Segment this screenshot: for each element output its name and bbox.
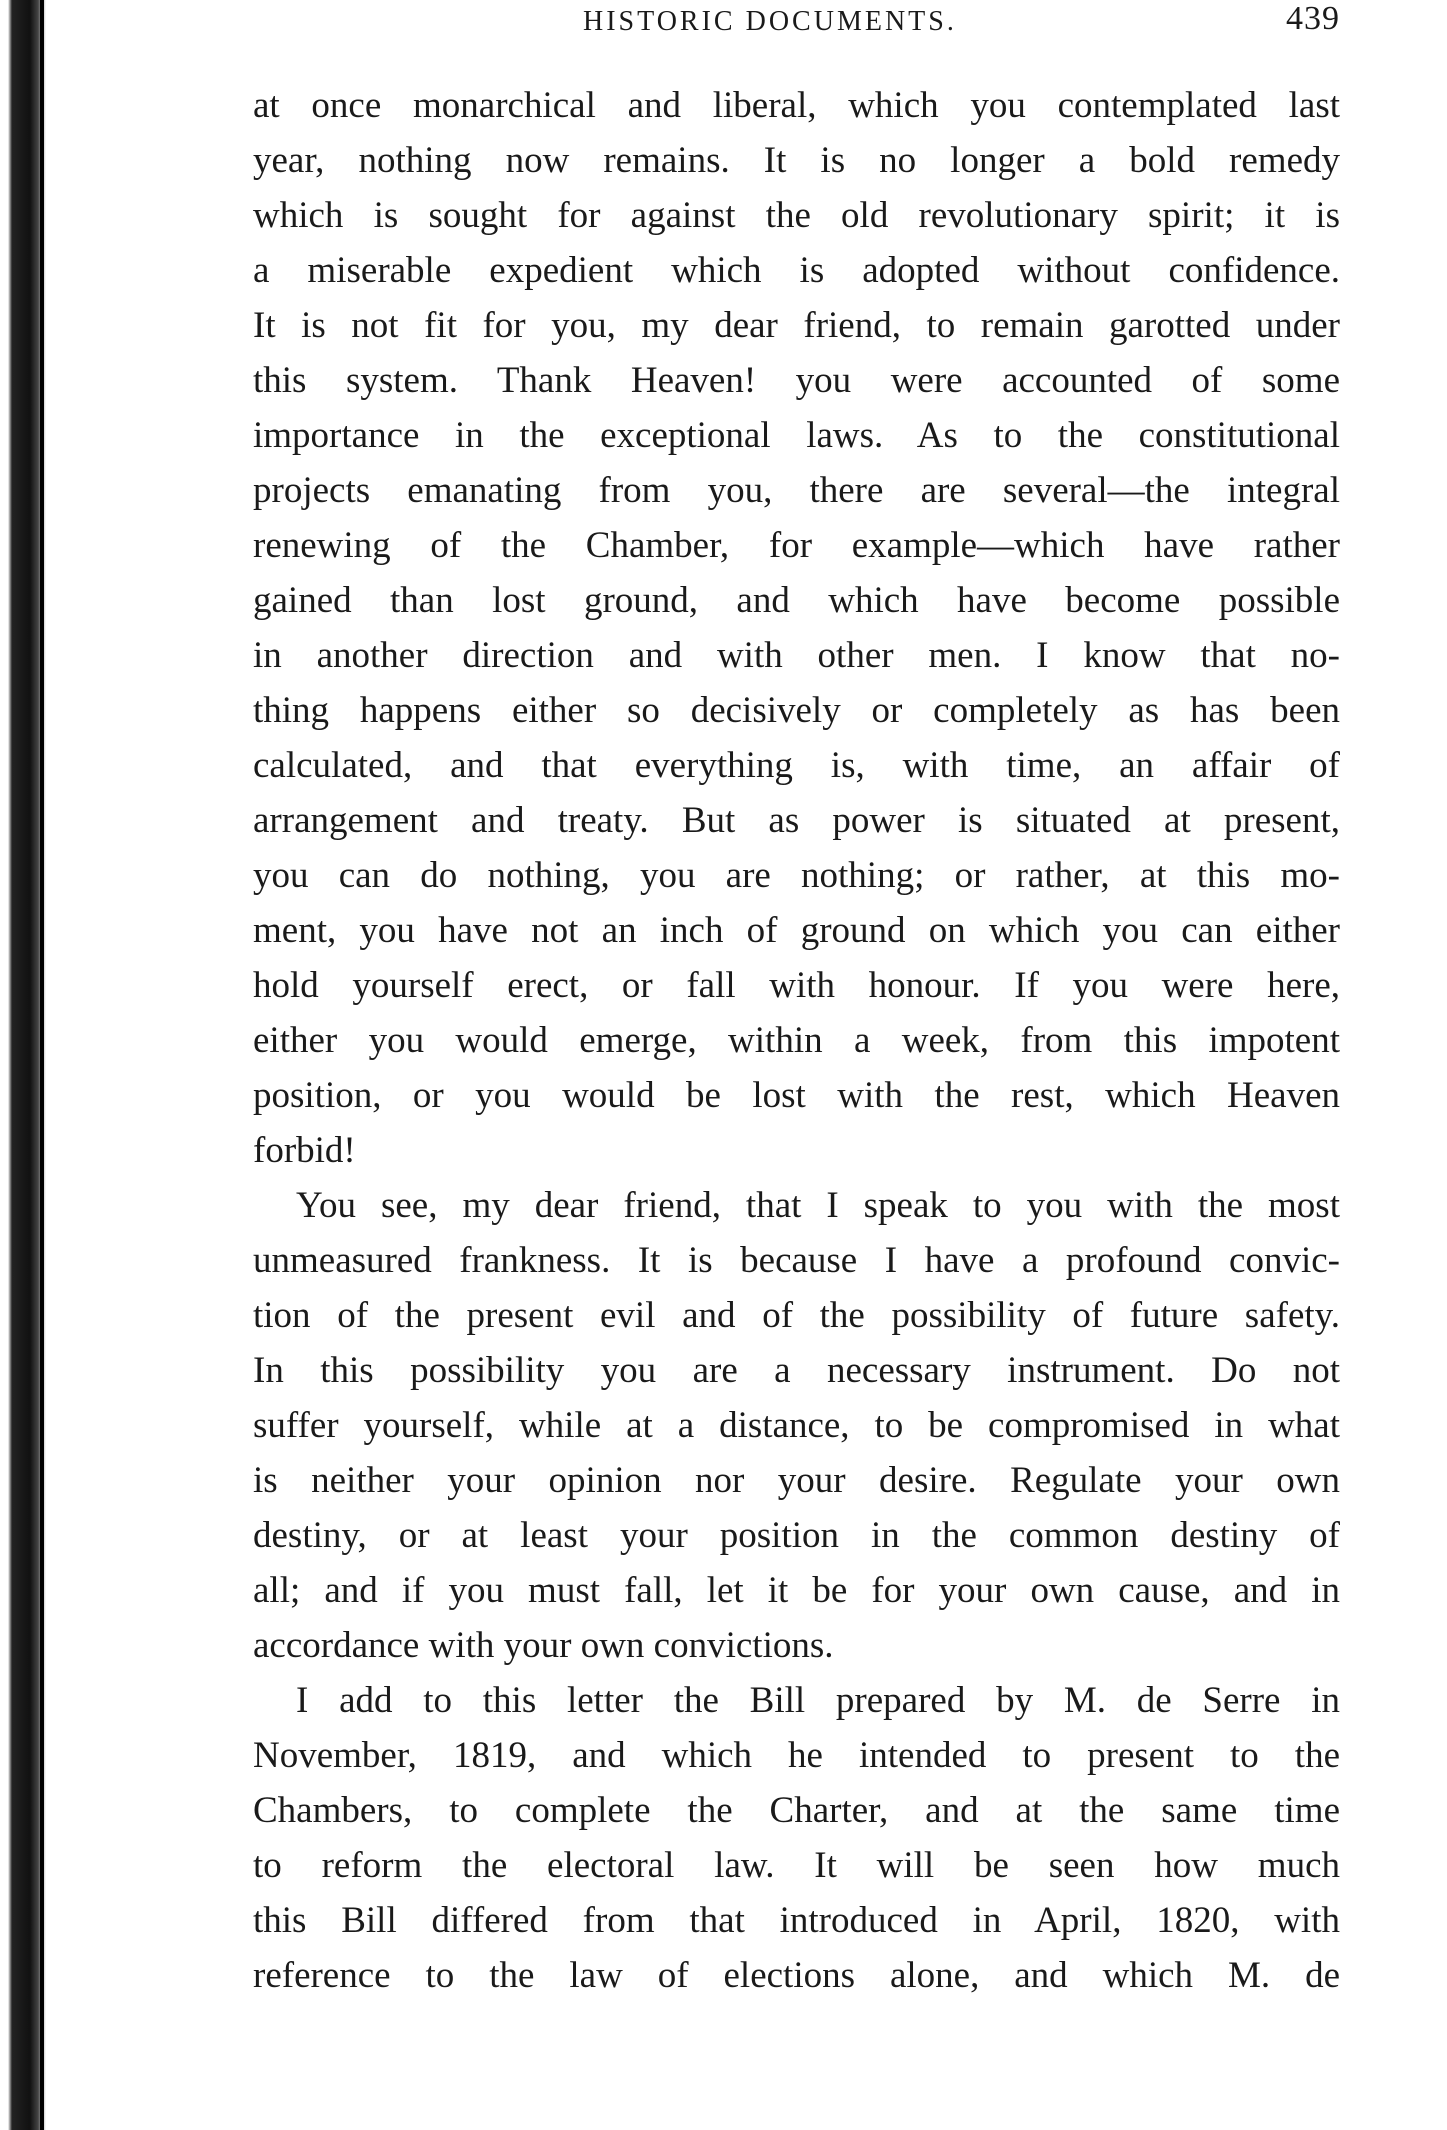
text-line: destiny, or at least your position in the common destiny of (253, 1515, 1340, 1556)
text-line: suffer yourself, while at a distance, to be compromised in what (253, 1405, 1340, 1446)
text-line: arrangement and treaty. But as power is situated at present, (253, 800, 1340, 841)
text-line: this system. Thank Heaven! you were accounted of some (253, 360, 1340, 401)
text-line: position, or you would be lost with the rest, which Heaven (253, 1075, 1340, 1116)
text-line: gained than lost ground, and which have become possible (253, 580, 1340, 621)
text-line: calculated, and that everything is, with time, an affair of (253, 745, 1340, 786)
text-line: ment, you have not an inch of ground on which you can either (253, 910, 1340, 951)
text-line: to reform the electoral law. It will be seen how much (253, 1845, 1340, 1886)
text-line: at once monarchical and liberal, which you contemplated last (253, 85, 1340, 126)
text-line: is neither your opinion nor your desire. Regulate your own (253, 1460, 1340, 1501)
text-line: tion of the present evil and of the possibility of future safety. (253, 1295, 1340, 1336)
text-line: importance in the exceptional laws. As to the constitutional (253, 415, 1340, 456)
text-line: year, nothing now remains. It is no longer a bold remedy (253, 140, 1340, 181)
page-number: 439 (1286, 0, 1340, 37)
text-line: renewing of the Chamber, for example—which have rather (253, 525, 1340, 566)
text-line: you can do nothing, you are nothing; or rather, at this mo- (253, 855, 1340, 896)
book-binding-shadow (40, 0, 44, 2130)
text-line: reference to the law of elections alone, and which M. de (253, 1955, 1340, 1996)
page-header (253, 0, 1340, 46)
text-line: You see, my dear friend, that I speak to you with the most (296, 1185, 1340, 1226)
text-line: this Bill differed from that introduced in April, 1820, with (253, 1900, 1340, 1941)
text-line: projects emanating from you, there are several—the integral (253, 470, 1340, 511)
page-body (253, 78, 1340, 2003)
text-line: either you would emerge, within a week, from this impotent (253, 1020, 1340, 1061)
text-line: hold yourself erect, or fall with honour. If you were here, (253, 965, 1340, 1006)
text-line: unmeasured frankness. It is because I have a profound convic- (253, 1240, 1340, 1281)
text-line: which is sought for against the old revolutionary spirit; it is (253, 195, 1340, 236)
text-line: In this possibility you are a necessary instrument. Do not (253, 1350, 1340, 1391)
text-line: thing happens either so decisively or completely as has been (253, 690, 1340, 731)
text-line: in another direction and with other men. I know that no- (253, 635, 1340, 676)
text-line: accordance with your own convictions. (253, 1625, 834, 1666)
text-line: It is not fit for you, my dear friend, to remain garotted under (253, 305, 1340, 346)
text-line: Chambers, to complete the Charter, and at the same time (253, 1790, 1340, 1831)
text-line: all; and if you must fall, let it be for your own cause, and in (253, 1570, 1340, 1611)
text-line: November, 1819, and which he intended to present to the (253, 1735, 1340, 1776)
running-title: HISTORIC DOCUMENTS. (583, 6, 957, 37)
text-line: a miserable expedient which is adopted without confidence. (253, 250, 1340, 291)
text-line: forbid! (253, 1130, 356, 1171)
text-line: I add to this letter the Bill prepared by M. de Serre in (296, 1680, 1340, 1721)
